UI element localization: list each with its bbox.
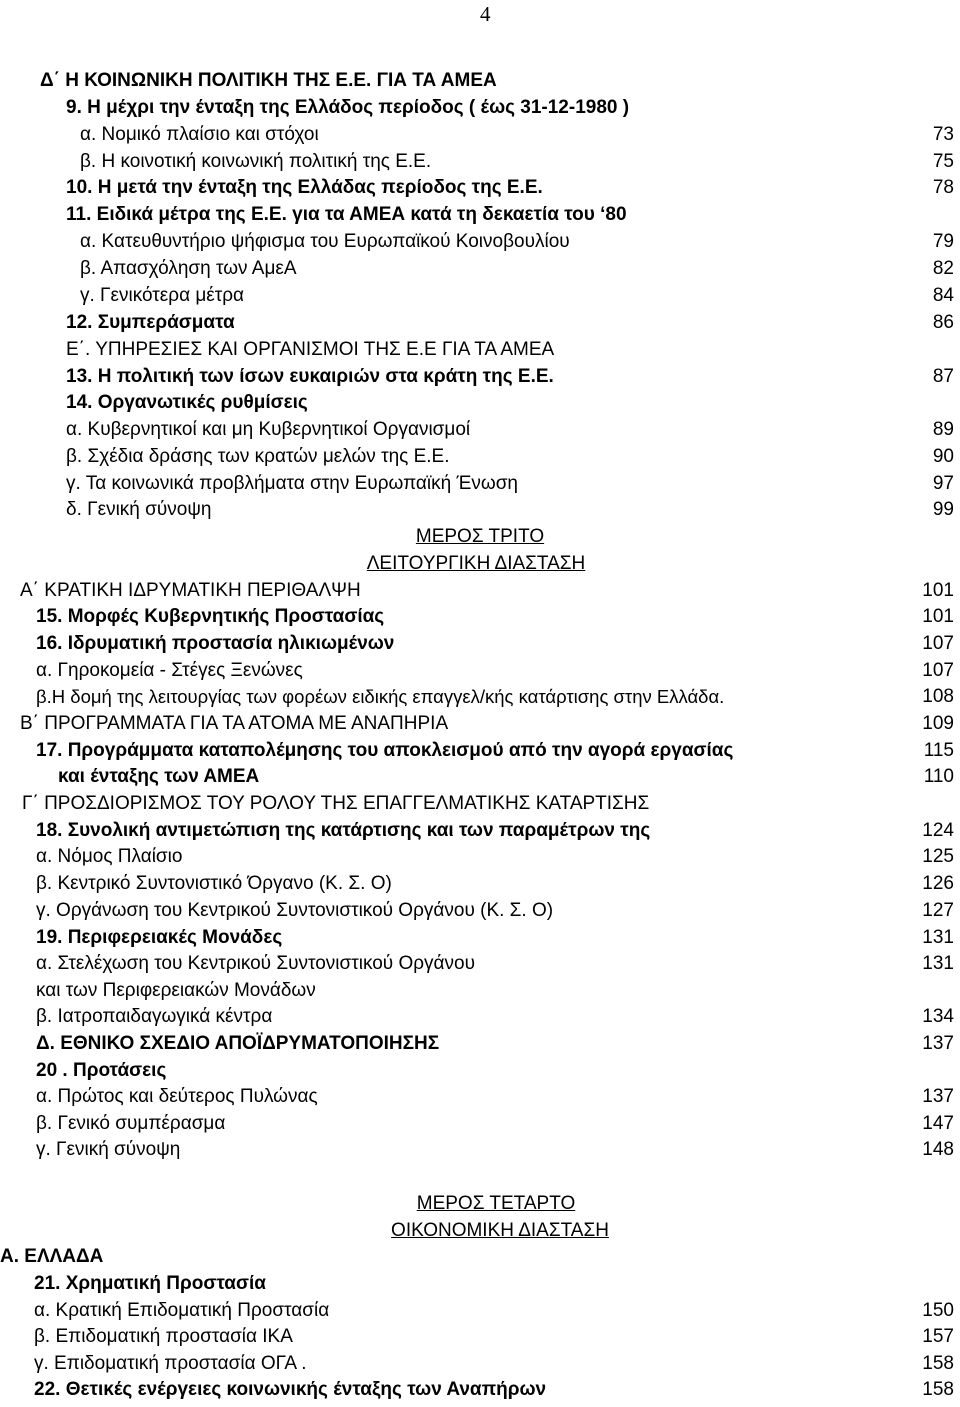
entry-page: 127: [922, 900, 954, 921]
toc-entry: [0, 390, 960, 416]
entry-title: α. Κρατική Επιδοματική Προστασία: [34, 1300, 330, 1321]
entry-page: 131: [922, 953, 954, 974]
entry-page: 126: [922, 873, 954, 894]
toc-entry: [0, 229, 960, 255]
entry-page: 90: [932, 446, 954, 467]
toc-entry: [0, 738, 960, 764]
chapter-title: 19. Περιφερειακές Μονάδες: [36, 927, 283, 948]
chapter-title: 20 . Προτάσεις: [36, 1060, 167, 1081]
entry-page: 150: [922, 1300, 954, 1321]
toc-entry: [0, 764, 960, 790]
toc-entry: [0, 604, 960, 630]
toc-entry: [0, 898, 960, 924]
chapter-title: 9. Η μέχρι την ένταξη της Ελλάδος περίοδος ( έως 31-12-1980 ): [66, 97, 630, 118]
toc-entry: [0, 1084, 960, 1110]
chapter-title: 11. Ειδικά μέτρα της Ε.Ε. για τα ΑΜΕΑ κατά τη δεκαετία του ‘80: [66, 204, 627, 225]
toc-entry: [0, 122, 960, 148]
toc-heading: [0, 337, 960, 363]
toc-entry: [0, 951, 960, 977]
part-heading: [0, 1191, 960, 1217]
toc-entry: [0, 818, 960, 844]
toc-entry: [0, 95, 960, 121]
toc-entry: [0, 175, 960, 201]
toc-entry: [0, 844, 960, 870]
chapter-title: 12. Συμπεράσματα: [66, 312, 235, 333]
chapter-title: 16. Ιδρυματική προστασία ηλικιωμένων: [36, 633, 395, 654]
entry-page: 137: [922, 1086, 954, 1107]
chapter-title: 13. Η πολιτική των ίσων ευκαιριών στα κράτη της Ε.Ε.: [66, 366, 554, 387]
toc-entry: [0, 1004, 960, 1030]
entry-page: 108: [922, 686, 954, 707]
entry-page: 158: [922, 1379, 954, 1400]
entry-page: 110: [923, 766, 954, 787]
entry-title: γ. Γενική σύνοψη: [36, 1139, 181, 1160]
entry-title: β.Η δομή της λειτουργίας των φορέων ειδικής επαγγελ/κής κατάρτισης στην Ελλάδα.: [36, 686, 725, 707]
entry-page: 101: [922, 580, 954, 601]
entry-title: γ. Επιδοματική προστασία ΟΓΑ .: [34, 1353, 307, 1374]
part-title: ΜΕΡΟΣ ΤΡΙΤΟ: [415, 526, 545, 547]
toc-entry: [0, 256, 960, 282]
toc-heading: [0, 1031, 960, 1057]
toc-entry: [0, 1377, 960, 1403]
entry-page: 115: [923, 740, 954, 761]
entry-title: α. Κυβερνητικοί και μη Κυβερνητικοί Οργανισμοί: [66, 419, 471, 440]
entry-page: 147: [922, 1113, 954, 1134]
chapter-title: 14. Οργανωτικές ρυθμίσεις: [66, 392, 308, 413]
entry-page: 131: [922, 927, 954, 948]
toc-entry: [0, 444, 960, 470]
toc-entry: [0, 364, 960, 390]
part-title: ΜΕΡΟΣ ΤΕΤΑΡΤΟ: [416, 1193, 576, 1214]
entry-page: 75: [932, 151, 954, 172]
chapter-title: και ένταξης των ΑΜΕΑ: [58, 766, 260, 787]
entry-page: 157: [922, 1326, 954, 1347]
entry-title: α. Γηροκομεία - Στέγες Ξενώνες: [36, 660, 303, 681]
toc-entry: [0, 1058, 960, 1084]
entry-page: 101: [922, 606, 954, 627]
entry-page: 134: [922, 1006, 954, 1027]
entry-title: και των Περιφερειακών Μονάδων: [36, 980, 316, 1001]
toc-heading: [0, 711, 960, 737]
entry-title: β. Η κοινοτική κοινωνική πολιτική της Ε.Ε.: [80, 151, 432, 172]
toc-entry: [0, 1111, 960, 1137]
section-title: Γ΄ ΠΡΟΣΔΙΟΡΙΣΜΟΣ ΤΟΥ ΡΟΛΟΥ ΤΗΣ ΕΠΑΓΓΕΛΜΑΤΙΚΗΣ ΚΑΤΑΡΤΙΣΗΣ: [22, 793, 650, 814]
toc-entry: [0, 658, 960, 684]
entry-page: 84: [932, 285, 954, 306]
toc-heading: [0, 68, 960, 94]
entry-title: β. Γενικό συμπέρασμα: [36, 1113, 226, 1134]
entry-page: 87: [932, 366, 954, 387]
entry-page: 89: [932, 419, 954, 440]
entry-page: 82: [932, 258, 954, 279]
toc-entry: [0, 417, 960, 443]
toc-entry: [0, 283, 960, 309]
entry-page: 107: [922, 660, 954, 681]
entry-title: α. Στελέχωση του Κεντρικού Συντονιστικού Οργάνου: [36, 953, 475, 974]
toc-heading: [0, 578, 960, 604]
entry-title: α. Πρώτος και δεύτερος Πυλώνας: [36, 1086, 318, 1107]
toc-entry: [0, 471, 960, 497]
toc-entry: [0, 1271, 960, 1297]
chapter-title: 18. Συνολική αντιμετώπιση της κατάρτισης και των παραμέτρων της: [36, 820, 651, 841]
part-subtitle: ΟΙΚΟΝΟΜΙΚΗ ΔΙΑΣΤΑΣΗ: [391, 1220, 609, 1241]
section-title: Δ. ΕΘΝΙΚΟ ΣΧΕΔΙΟ ΑΠΟΪΔΡΥΜΑΤΟΠΟΙΗΣΗΣ: [36, 1033, 440, 1054]
entry-page: 148: [922, 1139, 954, 1160]
entry-page: 99: [932, 499, 954, 520]
entry-title: γ. Οργάνωση του Κεντρικού Συντονιστικού Οργάνου (Κ. Σ. Ο): [36, 900, 554, 921]
entry-page: 86: [932, 312, 954, 333]
chapter-title: 10. Η μετά την ένταξη της Ελλάδας περίοδος της Ε.Ε.: [66, 177, 543, 198]
entry-title: β. Κεντρικό Συντονιστικό Όργανο (Κ. Σ. Ο): [36, 873, 392, 894]
part-heading: [0, 551, 960, 577]
toc-entry: [0, 202, 960, 228]
toc-entry: [0, 1324, 960, 1350]
entry-title: α. Κατευθυντήριο ψήφισμα του Ευρωπαϊκού Κοινοβουλίου: [80, 231, 570, 252]
entry-title: β. Σχέδια δράσης των κρατών μελών της Ε.Ε.: [66, 446, 450, 467]
section-title: Α΄ ΚΡΑΤΙΚΗ ΙΔΡΥΜΑΤΙΚΗ ΠΕΡΙΘΑΛΨΗ: [20, 580, 361, 601]
toc-entry: [0, 631, 960, 657]
entry-title: γ. Γενικότερα μέτρα: [80, 285, 245, 306]
toc-heading: [0, 1244, 960, 1270]
entry-title: β. Απασχόληση των ΑμεΑ: [80, 258, 297, 279]
chapter-title: 15. Μορφές Κυβερνητικής Προστασίας: [36, 606, 385, 627]
entry-title: β. Ιατροπαιδαγωγικά κέντρα: [36, 1006, 273, 1027]
page-number: 4: [480, 2, 491, 26]
toc-entry: [0, 497, 960, 523]
chapter-title: 21. Χρηματική Προστασία: [34, 1273, 266, 1294]
toc-entry: [0, 1351, 960, 1377]
entry-page: 124: [922, 820, 954, 841]
toc-entry: [0, 310, 960, 336]
entry-page: 78: [932, 177, 954, 198]
entry-page: 125: [922, 846, 954, 867]
entry-page: 158: [922, 1353, 954, 1374]
section-title: Α. ΕΛΛΑΔΑ: [0, 1246, 104, 1267]
chapter-title: 22. Θετικές ενέργειες κοινωνικής ένταξης των Αναπήρων: [34, 1379, 547, 1400]
entry-page: 73: [932, 124, 954, 145]
toc-entry: [0, 1298, 960, 1324]
entry-title: β. Επιδοματική προστασία ΙΚΑ: [34, 1326, 293, 1347]
entry-title: α. Νομικό πλαίσιο και στόχοι: [80, 124, 319, 145]
chapter-title: 17. Προγράμματα καταπολέμησης του αποκλεισμού από την αγορά εργασίας: [36, 740, 734, 761]
section-title: Ε΄. ΥΠΗΡΕΣΙΕΣ ΚΑΙ ΟΡΓΑΝΙΣΜΟΙ ΤΗΣ Ε.Ε ΓΙΑ ΤΑ ΑΜΕΑ: [66, 339, 555, 360]
section-title: Β΄ ΠΡΟΓΡΑΜΜΑΤΑ ΓΙΑ ΤΑ ΑΤΟΜΑ ΜΕ ΑΝΑΠΗΡΙΑ: [20, 713, 449, 734]
toc-entry: [0, 871, 960, 897]
toc-entry: [0, 149, 960, 175]
entry-title: α. Νόμος Πλαίσιο: [36, 846, 183, 867]
toc-entry: [0, 1137, 960, 1163]
toc-entry: [0, 684, 960, 710]
part-heading: [0, 1218, 960, 1244]
toc-entry: [0, 925, 960, 951]
entry-page: 97: [932, 473, 954, 494]
section-title: Δ΄ Η ΚΟΙΝΩΝΙΚΗ ΠΟΛΙΤΙΚΗ ΤΗΣ Ε.Ε. ΓΙΑ ΤΑ ΑΜΕΑ: [40, 70, 497, 91]
toc-entry: [0, 978, 960, 1004]
entry-page: 137: [922, 1033, 954, 1054]
toc-heading: [0, 791, 960, 817]
part-subtitle: ΛΕΙΤΟΥΡΓΙΚΗ ΔΙΑΣΤΑΣΗ: [366, 553, 586, 574]
entry-title: δ. Γενική σύνοψη: [66, 499, 212, 520]
entry-page: 107: [922, 633, 954, 654]
entry-title: γ. Τα κοινωνικά προβλήματα στην Ευρωπαϊκή Ένωση: [66, 473, 518, 494]
entry-page: 79: [932, 231, 954, 252]
entry-page: 109: [922, 713, 954, 734]
part-heading: [0, 524, 960, 550]
